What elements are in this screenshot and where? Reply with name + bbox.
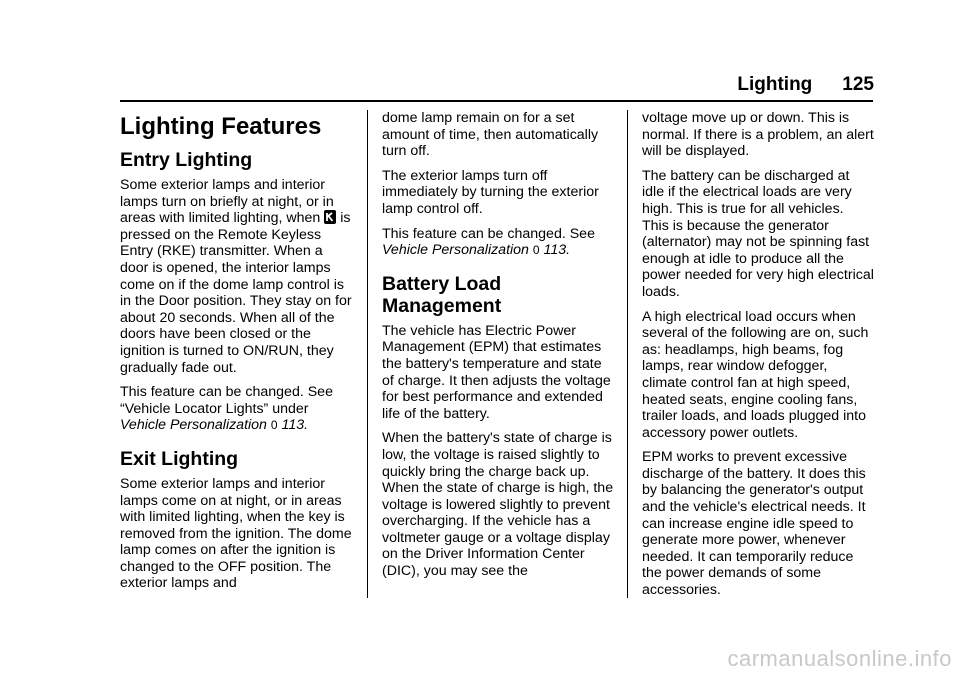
exit-note-text: This feature can be changed. See [382,225,595,242]
entry-lighting-heading: Entry Lighting [120,149,253,171]
exterior-lamps-paragraph: The exterior lamps turn off immediately by turning the exterior lamp control off. [382,167,599,217]
entry-note-text: This feature can be changed. See “Vehicle Locator Lights” under [120,384,333,417]
entry-feature-note [120,384,352,434]
header-rule [120,100,873,102]
column-2 [382,110,614,588]
page-reference-icon: 0 [270,418,278,433]
exit-lighting-heading: Exit Lighting [120,447,239,470]
page-reference-icon: 0 [532,243,540,258]
electrical-load-paragraph: A high electrical load occurs when several of the following are on, such as: headlamps, high beams, fog lamps, rear window defogger, climate control fan at high speed, heated seats, engine cooling fans, trailer loads, and loads plugged into accessory power outlets. [642,308,869,441]
page-reference[interactable]: 113. [281,417,309,434]
page-header [737,74,874,96]
battery-heading-line-2: Management [382,294,502,317]
column-divider [367,110,368,598]
discharge-paragraph: The battery can be discharged at idle if the electrical loads are very high. This is true for all vehicles. This is because the generator (alternator) may not be spinning fast enough at idle to produce all the power needed for very high electrical loads. [642,167,874,300]
vehicle-personalization-link[interactable]: Vehicle Personalization [120,417,267,434]
watermark: carmanualsonline.info [727,646,952,671]
exit-feature-note [382,226,614,259]
entry-lighting-paragraph [120,177,352,376]
epm-paragraph: The vehicle has Electric Power Management (EPM) that estimates the battery's temperature and state of charge. It then adjusts the voltage for best performance and extended life of the battery. [382,322,611,422]
vehicle-personalization-link[interactable]: Vehicle Personalization [382,242,529,259]
state-of-charge-paragraph: When the battery's state of charge is low, the voltage is raised slightly to quickly bring the charge back up. When the state of charge is high, the voltage is lowered slightly to prevent overcharging. If the vehicle has a voltmeter gauge or a voltage display on the Driver Information Center (DIC), you may see the [382,430,614,580]
page-number: 125 [842,74,874,95]
page-title: Lighting Features [120,113,322,140]
battery-load-heading [382,273,614,317]
entry-text-a: Some exterior lamps and interior lamps turn on briefly at night, or in areas with limited lighting, when [120,177,334,227]
column-1 [120,110,352,600]
lock-key-icon [324,210,336,224]
page-reference[interactable]: 113. [543,242,571,259]
exit-lighting-paragraph: Some exterior lamps and interior lamps come on at night, or in areas with limited lighting, when the key is removed from the ignition. The dome lamp comes on after the ignition is changed to the OFF position. The exterior lamps and [120,475,352,592]
entry-text-b: is pressed on the Remote Keyless Entry (RKE) transmitter. When a door is opened, the interior lamps come on if the dome lamp control is in the Door position. They stay on for about 20 seconds. When all of the doors have been closed or the ignition is turned to ON/RUN, they gradually fade out. [120,210,352,376]
column-3 [642,110,874,607]
exit-lighting-continued: dome lamp remain on for a set amount of time, then automatically turn off. [382,110,599,160]
battery-heading-line-1: Battery Load [382,272,502,295]
column-divider [627,110,628,598]
epm-works-paragraph: EPM works to prevent excessive discharge of the battery. It does this by balancing the generator's output and the vehicle's electrical needs. It can increase engine idle speed to generate more power, whenever needed. It can temporarily reduce the power demands of some accessories. [642,449,866,599]
section-title: Lighting [737,74,813,95]
voltage-paragraph: voltage move up or down. This is normal. If there is a problem, an alert will be displayed. [642,110,874,160]
